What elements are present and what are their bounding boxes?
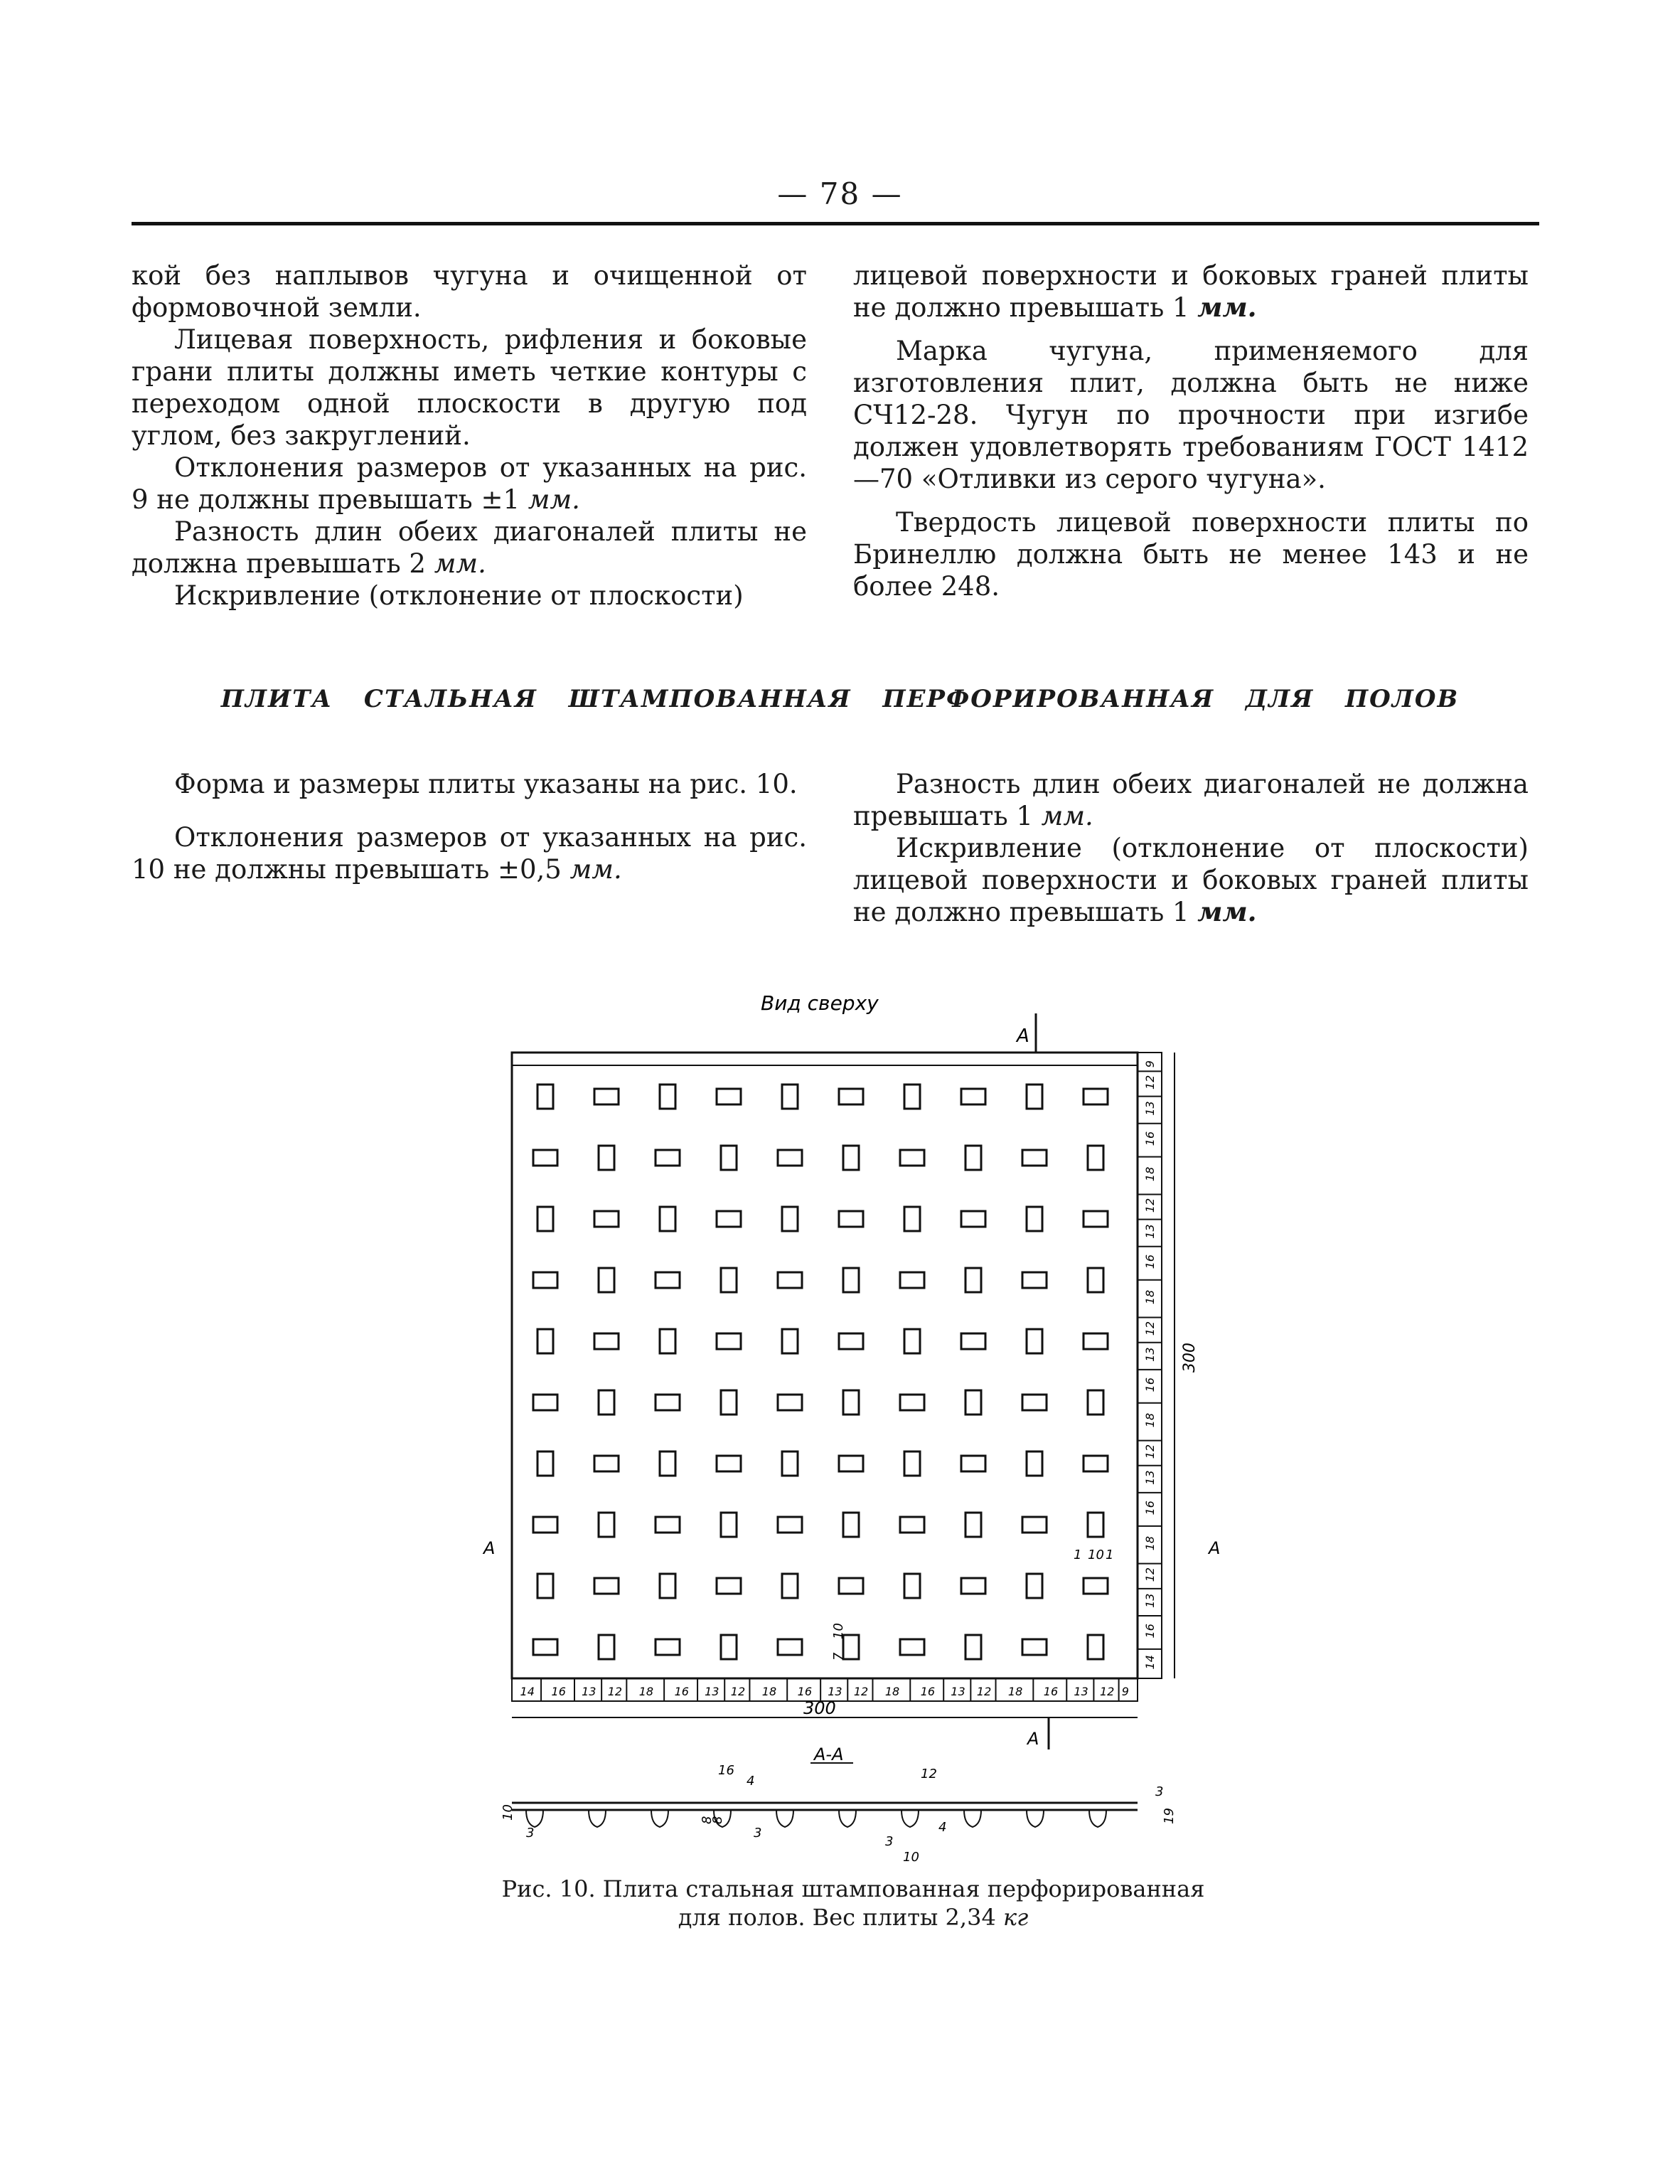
- right-dim-label: 16: [1143, 1624, 1157, 1639]
- section-dim: 10: [903, 1850, 919, 1865]
- section-dim: 4: [938, 1820, 947, 1835]
- right-dim-label: 16: [1143, 1131, 1157, 1146]
- bottom-dim-label: 12: [607, 1685, 623, 1698]
- perforation: [778, 1395, 802, 1410]
- perforation: [843, 1268, 859, 1292]
- section1-left-column: [132, 260, 807, 612]
- perforation: [1027, 1451, 1042, 1476]
- perforation: [537, 1085, 553, 1109]
- overall-height-label: 300: [1181, 1343, 1199, 1373]
- perforation: [900, 1517, 924, 1533]
- paragraph: Твердость лицевой поверхности плиты по Бринеллю должна быть не менее 143 и не более 248.: [853, 507, 1529, 602]
- right-dim-label: 9: [1143, 1060, 1157, 1068]
- section-dim: 12: [921, 1767, 937, 1781]
- section-dim: 8: [700, 1816, 715, 1824]
- bottom-dim-label: 18: [761, 1685, 777, 1698]
- perforation: [721, 1146, 737, 1170]
- right-dim-label: 13: [1143, 1224, 1157, 1239]
- bottom-dim-label: 16: [1043, 1685, 1059, 1698]
- perforation: [1084, 1578, 1108, 1594]
- perforation: [717, 1578, 741, 1594]
- perforation: [1027, 1085, 1042, 1109]
- perforation: [594, 1456, 619, 1471]
- section-mark-right: А: [1209, 1538, 1221, 1558]
- perforation: [1022, 1639, 1047, 1655]
- perforation: [1088, 1635, 1103, 1659]
- right-dim-label: 18: [1143, 1412, 1157, 1428]
- bottom-dim-label: 13: [582, 1685, 596, 1698]
- perforation: [717, 1211, 741, 1227]
- paragraph: Разность длин обеих диагоналей плиты не должна превышать 2 мм.: [132, 516, 807, 579]
- right-dim-label: 14: [1143, 1655, 1157, 1670]
- bottom-dim-label: 18: [1007, 1685, 1023, 1698]
- paragraph: Отклонения размеров от указанных на рис. 10 не должны превышать ±0,5 мм.: [132, 822, 807, 885]
- bottom-dim-label: 13: [951, 1685, 965, 1698]
- bottom-dim-label: 13: [828, 1685, 842, 1698]
- right-dim-label: 18: [1143, 1166, 1157, 1182]
- right-dim-label: 12: [1143, 1444, 1157, 1459]
- bottom-dim-label: 16: [920, 1685, 936, 1698]
- perforation: [961, 1578, 985, 1594]
- section-dim: 3: [754, 1826, 762, 1841]
- right-dim-label: 12: [1143, 1198, 1157, 1213]
- right-dim-label: 18: [1143, 1535, 1157, 1551]
- bottom-dim-label: 12: [976, 1685, 992, 1698]
- perforation: [961, 1089, 985, 1104]
- bottom-dim-label: 16: [797, 1685, 813, 1698]
- right-dim-label: 16: [1143, 1377, 1157, 1392]
- perforation: [839, 1333, 863, 1349]
- right-dim-label: 12: [1143, 1075, 1157, 1090]
- right-dim-label: 13: [1143, 1470, 1157, 1485]
- perforation: [533, 1272, 557, 1288]
- paragraph: Лицевая поверхность, рифления и боковые грани плиты должны иметь четкие контуры с переходом одной плоскости в другую под углом, без закруглений.: [132, 324, 807, 451]
- perforation: [778, 1517, 802, 1533]
- right-dim-label: 16: [1143, 1501, 1157, 1516]
- perforation: [599, 1635, 614, 1659]
- page-number: — 78 —: [777, 176, 903, 211]
- perforation: [900, 1395, 924, 1410]
- perforation: [721, 1390, 737, 1415]
- perforation: [1084, 1211, 1108, 1227]
- bottom-dim-label: 16: [551, 1685, 566, 1698]
- perforation: [717, 1456, 741, 1471]
- perforation: [965, 1268, 981, 1292]
- bottom-dim-label: 12: [1100, 1685, 1115, 1698]
- right-dimension-chain: [1138, 1053, 1162, 1678]
- paragraph: Форма и размеры плиты указаны на рис. 10.: [174, 769, 798, 799]
- perforation: [533, 1639, 557, 1655]
- perforation: [965, 1146, 981, 1170]
- perforation: [599, 1268, 614, 1292]
- paragraph: Отклонения размеров от указанных на рис. 9 не должны превышать ±1 мм.: [132, 452, 807, 515]
- perforation: [721, 1268, 737, 1292]
- perforation: [839, 1211, 863, 1227]
- detail-dim: 1: [1106, 1548, 1114, 1562]
- section-mark-bottom: А: [1027, 1729, 1039, 1749]
- perforation: [843, 1146, 859, 1170]
- perforation: [533, 1517, 557, 1533]
- perforation: [599, 1390, 614, 1415]
- perforation: [904, 1329, 920, 1353]
- perforation: [1088, 1146, 1103, 1170]
- paragraph: Марка чугуна, применяемого для изготовления плит, должна быть не ниже СЧ12-28. Чугун по прочности при изгибе должен удовлетворять требованиям ГОСТ 1412—70 «Отливки из серого чугуна».: [853, 336, 1529, 494]
- perforation: [965, 1513, 981, 1537]
- detail-dim: 7: [831, 1652, 846, 1661]
- perforation: [660, 1451, 675, 1476]
- perforation: [537, 1329, 553, 1353]
- right-dim-label: 18: [1143, 1289, 1157, 1305]
- perforation: [778, 1150, 802, 1166]
- section-dim: 16: [718, 1763, 734, 1778]
- perforation: [1022, 1395, 1047, 1410]
- bottom-dim-label: 16: [674, 1685, 689, 1698]
- perforation: [1027, 1207, 1042, 1231]
- detail-dim: 10: [831, 1623, 846, 1639]
- paragraph: Разность длин обеих диагоналей не должна превышать 1 мм.: [853, 769, 1529, 831]
- perforation: [594, 1211, 619, 1227]
- perforation: [660, 1207, 675, 1231]
- perforation: [717, 1333, 741, 1349]
- perforation: [782, 1451, 798, 1476]
- perforation: [961, 1333, 985, 1349]
- perforation: [717, 1089, 741, 1104]
- view-label: Вид сверху: [761, 991, 879, 1015]
- section-mark-left: А: [483, 1538, 496, 1558]
- perforation: [1027, 1574, 1042, 1598]
- cross-section: [512, 1803, 1138, 1827]
- perforation: [839, 1456, 863, 1471]
- bottom-dim-label: 18: [638, 1685, 654, 1698]
- detail-dim: 1: [1074, 1548, 1082, 1562]
- bottom-dim-label: 9: [1121, 1685, 1129, 1698]
- perforation: [656, 1639, 680, 1655]
- perforation: [1088, 1513, 1103, 1537]
- perforation: [599, 1513, 614, 1537]
- section-dim: 3: [1155, 1784, 1164, 1799]
- bottom-dim-label: 12: [853, 1685, 869, 1698]
- paragraph: лицевой поверхности и боковых граней плиты не должно превышать 1 мм.: [853, 260, 1529, 323]
- perforation: [656, 1150, 680, 1166]
- right-dim-label: 12: [1143, 1321, 1157, 1336]
- perforation: [1084, 1456, 1108, 1471]
- perforation: [537, 1207, 553, 1231]
- detail-dim: 10: [1088, 1548, 1104, 1562]
- perforation: [778, 1272, 802, 1288]
- section-mark-top: А: [1017, 1026, 1029, 1047]
- perforation: [1088, 1268, 1103, 1292]
- perforation: [900, 1272, 924, 1288]
- right-dim-label: 13: [1143, 1593, 1157, 1608]
- bottom-dim-label: 13: [705, 1685, 719, 1698]
- section1-right-column: [853, 260, 1529, 602]
- perforation: [782, 1085, 798, 1109]
- bottom-dim-label: 18: [884, 1685, 900, 1698]
- section-dim: 4: [747, 1774, 755, 1789]
- perforation: [782, 1329, 798, 1353]
- perforation: [721, 1635, 737, 1659]
- perforation: [1022, 1150, 1047, 1166]
- perforation: [843, 1513, 859, 1537]
- section-heading: ПЛИТА СТАЛЬНАЯ ШТАМПОВАННАЯ ПЕРФОРИРОВАННАЯ ДЛЯ ПОЛОВ: [220, 685, 1460, 713]
- section-label: А-А: [814, 1744, 844, 1764]
- perforation: [1022, 1517, 1047, 1533]
- drawing-svg: [455, 985, 1251, 1874]
- right-dim-label: 12: [1143, 1567, 1157, 1582]
- perforation: [656, 1517, 680, 1533]
- perforation: [904, 1085, 920, 1109]
- perforation: [904, 1451, 920, 1476]
- perforation: [782, 1207, 798, 1231]
- perforation: [965, 1390, 981, 1415]
- perforation: [660, 1574, 675, 1598]
- perforation: [1088, 1390, 1103, 1415]
- perforation: [900, 1150, 924, 1166]
- right-dim-label: 16: [1143, 1254, 1157, 1269]
- perforation: [721, 1513, 737, 1537]
- paragraph: кой без наплывов чугуна и очищенной от формовочной земли.: [132, 260, 807, 323]
- section-dim: 3: [526, 1826, 535, 1841]
- perforation: [961, 1211, 985, 1227]
- perforation: [961, 1456, 985, 1471]
- section-dim: 10: [501, 1804, 515, 1821]
- perforation: [782, 1574, 798, 1598]
- section-dim: 19: [1162, 1808, 1177, 1824]
- header-rule: [132, 222, 1539, 225]
- perforation: [656, 1395, 680, 1410]
- perforation: [594, 1578, 619, 1594]
- perforation: [778, 1639, 802, 1655]
- bottom-dim-label: 12: [730, 1685, 746, 1698]
- perforation: [660, 1085, 675, 1109]
- perforation: [1084, 1089, 1108, 1104]
- perforation: [537, 1451, 553, 1476]
- technical-drawing: [455, 985, 1251, 1874]
- perforation: [533, 1150, 557, 1166]
- perforation: [839, 1089, 863, 1104]
- figure-caption: Рис. 10. Плита стальная штампованная перфорированная для полов. Вес плиты 2,34 кг: [501, 1875, 1205, 1931]
- section-dim: 3: [885, 1834, 894, 1849]
- right-dim-label: 13: [1143, 1101, 1157, 1116]
- perforation: [965, 1635, 981, 1659]
- perforation: [904, 1574, 920, 1598]
- perforation: [533, 1395, 557, 1410]
- perforation: [904, 1207, 920, 1231]
- section2-left-column: [132, 768, 807, 885]
- perforation: [1084, 1333, 1108, 1349]
- perforation: [594, 1089, 619, 1104]
- section2-right-column: [853, 768, 1529, 928]
- section-dim: 8: [710, 1816, 725, 1824]
- perforation: [599, 1146, 614, 1170]
- bottom-dim-label: 14: [520, 1685, 535, 1698]
- right-dim-label: 13: [1143, 1347, 1157, 1362]
- perforation: [537, 1574, 553, 1598]
- perforations-grid: [533, 1085, 1108, 1659]
- perforation: [843, 1390, 859, 1415]
- perforation: [1027, 1329, 1042, 1353]
- bottom-dim-label: 13: [1074, 1685, 1088, 1698]
- perforation: [1022, 1272, 1047, 1288]
- paragraph: Искривление (отклонение от плоскости) лицевой поверхности и боковых граней плиты не должно превышать 1 мм.: [853, 833, 1529, 927]
- perforation: [660, 1329, 675, 1353]
- perforation: [594, 1333, 619, 1349]
- perforation: [839, 1578, 863, 1594]
- perforation: [900, 1639, 924, 1655]
- perforation: [656, 1272, 680, 1288]
- paragraph: Искривление (отклонение от плоскости): [174, 580, 744, 611]
- overall-width-label: 300: [803, 1698, 836, 1718]
